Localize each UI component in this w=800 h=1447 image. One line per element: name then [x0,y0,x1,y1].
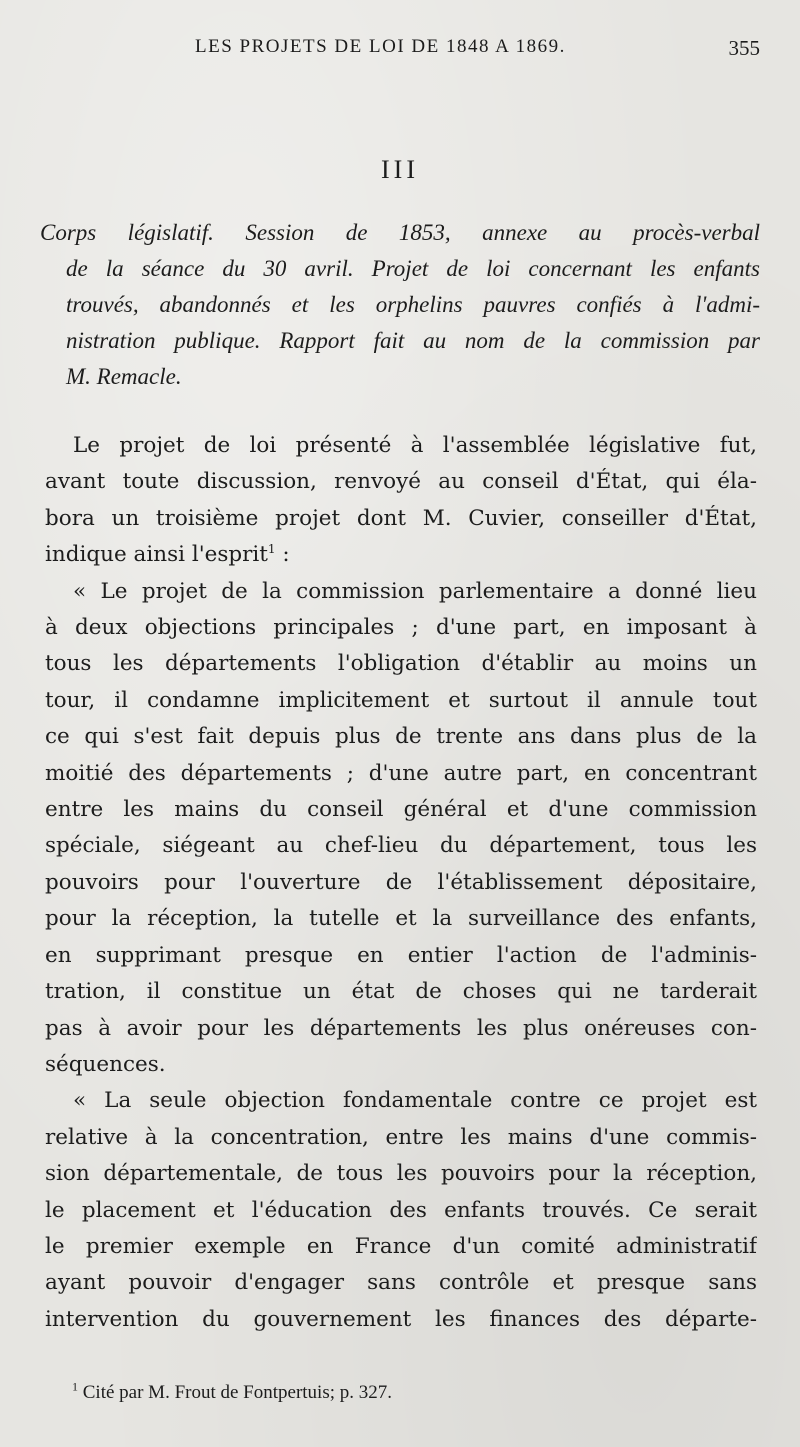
body-line-text: avant toute discussion, renvoyé au conseil d'État, qui éla- [45,469,757,495]
body-text [45,428,757,1338]
body-line-text: spéciale, siégeant au chef-lieu du département, tous les [45,833,757,859]
body-line [45,1156,757,1192]
body-line [45,1265,757,1301]
heading-line: M. Remacle. [66,364,182,389]
body-line [45,501,757,537]
body-line [45,1011,757,1047]
body-line [45,537,757,573]
body-line-text: ayant pouvoir d'engager sans contrôle et presque sans [45,1270,757,1296]
body-line [45,719,757,755]
section-number: III [381,155,419,184]
body-line-text: « Le projet de la commission parlementaire a donné lieu [73,578,757,604]
body-line [45,828,757,864]
heading-line: nistration publique. Rapport fait au nom de la commission par [66,328,760,353]
body-line-suffix: : [275,542,290,568]
body-line [45,1120,757,1156]
body-line [45,865,757,901]
body-line-text: le placement et l'éducation des enfants trouvés. Ce serait [45,1197,757,1223]
body-line-text: indique ainsi l'esprit [45,542,268,568]
body-line [45,901,757,937]
running-title: LES PROJETS DE LOI DE 1848 A 1869. [195,36,566,57]
body-line [45,1302,757,1338]
body-line-text: Le projet de loi présenté à l'assemblée législative fut, [73,433,757,458]
body-line-text: le premier exemple en France d'un comité administratif [45,1233,757,1259]
heading-line: Corps législatif. Session de 1853, annexe au procès-verbal [40,220,760,245]
page-number: 355 [728,36,760,60]
body-line-text: sion départementale, de tous les pouvoirs pour la réception, [45,1161,757,1187]
heading-line: trouvés, abandonnés et les orphelins pauvres confiés à l'admi- [66,292,760,317]
body-line [45,1047,757,1083]
body-line-text: intervention du gouvernement les finances des départe- [45,1306,757,1332]
body-line [45,574,757,610]
body-line [45,1229,757,1265]
body-line [45,792,757,828]
body-line-text: séquences. [45,1051,166,1077]
body-line-text: pouvoirs pour l'ouverture de l'établissement dépositaire, [45,869,757,895]
body-line [45,974,757,1010]
body-line [45,610,757,646]
body-line-text: bora un troisième projet dont M. Cuvier, conseiller d'État, [45,505,757,531]
body-line-text: entre les mains du conseil général et d'une commission [45,797,757,823]
heading-line: de la séance du 30 avril. Projet de loi concernant les enfants [66,256,760,281]
body-line-text: pas à avoir pour les départements les plus onéreuses con- [45,1015,757,1041]
body-line-text: moitié des départements ; d'une autre part, en concentrant [45,760,757,786]
body-line-text: pour la réception, la tutelle et la surveillance des enfants, [45,906,757,932]
body-line [45,646,757,682]
section-heading [40,215,760,395]
body-line-text: à deux objections principales ; d'une part, en imposant à [45,615,757,641]
page-header [195,34,760,66]
body-line-text: en supprimant presque en entier l'action de l'adminis- [45,942,757,968]
footnote-marker: 1 [72,1379,78,1394]
footnote-text: Cité par M. Frout de Fontpertuis; p. 327. [82,1382,393,1403]
body-line [45,464,757,500]
body-line-text: tration, il constitue un état de choses qui ne tarderait [45,979,757,1005]
body-line-text: tous les départements l'obligation d'établir au moins un [45,651,757,677]
body-line-text: tour, il condamne implicitement et surtout il annule tout [45,687,757,713]
body-line [45,683,757,719]
body-line [45,1193,757,1229]
body-line [45,428,757,464]
body-line [45,1083,757,1119]
body-line-text: ce qui s'est fait depuis plus de trente ans dans plus de la [45,724,757,750]
footnote [72,1379,393,1404]
body-line-text: relative à la concentration, entre les mains d'une commis- [45,1124,757,1150]
footnote-reference: 1 [267,542,276,557]
body-line-text: « La seule objection fondamentale contre ce projet est [73,1088,757,1114]
body-line [45,938,757,974]
body-line [45,756,757,792]
